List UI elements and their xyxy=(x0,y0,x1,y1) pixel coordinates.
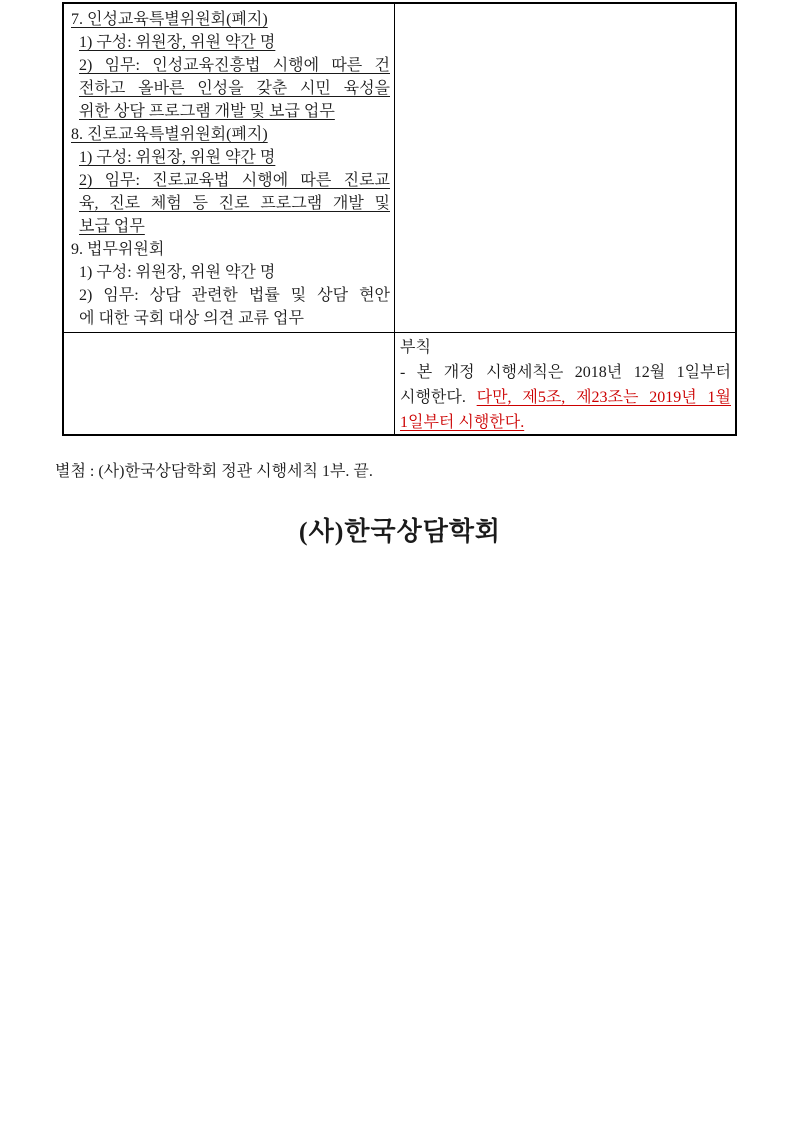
committee-line: 1) 구성: 위원장, 위원 약간 명 xyxy=(79,264,276,281)
committee-line: 에 대한 국회 대상 의견 교류 업무 xyxy=(79,310,304,327)
addendum-line xyxy=(400,410,731,434)
attachment-note: 별첨 : (사)한국상담학회 정관 시행세칙 1부. 끝. xyxy=(55,463,373,480)
text-segment: - 본 개정 시행세칙은 2018년 12월 1일부터 xyxy=(400,364,731,381)
committee-table xyxy=(62,2,737,436)
committee-line: 2) 임무: 상담 관련한 법률 및 상담 현안 xyxy=(79,287,390,304)
empty-cell-bottom-left xyxy=(64,333,395,434)
committee-line: 1) 구성: 위원장, 위원 약간 명 xyxy=(79,149,276,166)
committee-line: 2) 임무: 진로교육법 시행에 따른 진로교 xyxy=(79,172,390,189)
addendum-line xyxy=(400,335,731,360)
addendum-line xyxy=(400,385,731,410)
table-row-addendum xyxy=(64,333,735,434)
committee-line: 1) 구성: 위원장, 위원 약간 명 xyxy=(79,34,276,51)
committee-line: 7. 인성교육특별위원회(폐지) xyxy=(71,11,268,28)
text-segment: 시행한다. xyxy=(400,389,477,406)
text-segment: 부칙 xyxy=(400,339,431,356)
addendum-cell xyxy=(395,333,735,434)
committee-line: 보급 업무 xyxy=(79,218,145,235)
text-segment: 1일부터 시행한다. xyxy=(400,414,525,431)
committee-line: 8. 진로교육특별위원회(폐지) xyxy=(71,126,268,143)
committee-line: 육, 진로 체험 등 진로 프로그램 개발 및 xyxy=(79,195,390,212)
committee-line: 9. 법무위원회 xyxy=(71,241,165,258)
organization-title: (사)한국상담학회 xyxy=(298,517,502,546)
table-row-committees xyxy=(64,4,735,333)
committee-line: 위한 상담 프로그램 개발 및 보급 업무 xyxy=(79,103,335,120)
addendum-line xyxy=(400,360,731,385)
committee-list-cell xyxy=(64,4,395,332)
committee-line: 2) 임무: 인성교육진흥법 시행에 따른 건 xyxy=(79,57,390,74)
text-segment: 다만, 제5조, 제23조는 2019년 1월 xyxy=(476,389,731,406)
committee-line: 전하고 올바른 인성을 갖춘 시민 육성을 xyxy=(79,80,390,97)
empty-cell-top-right xyxy=(395,4,735,332)
